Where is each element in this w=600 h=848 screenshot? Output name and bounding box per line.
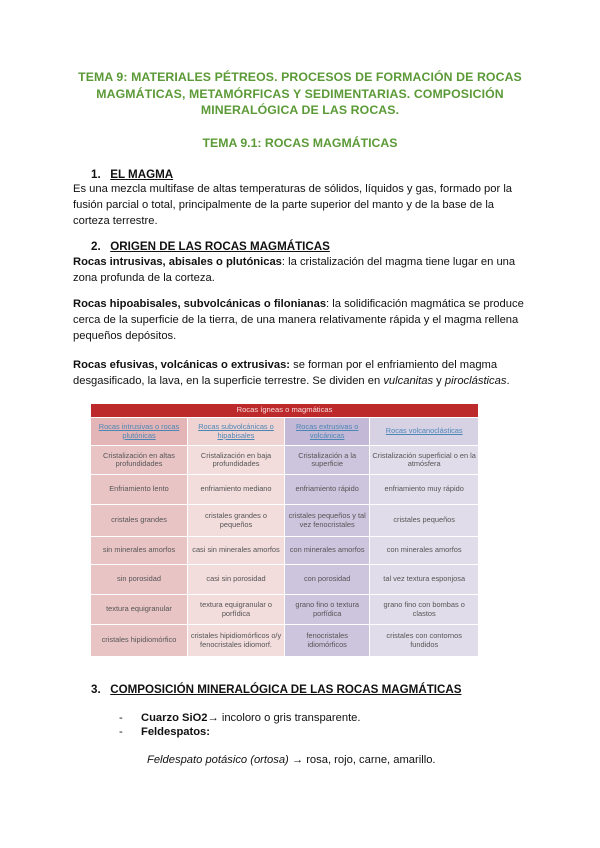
table-cell: enfriamiento muy rápido (370, 475, 479, 505)
section-1-line-2: fusión parcial o total, principalmente de la parte superior del manto y de la base de la (73, 199, 495, 211)
header-volcanoclastic: Rocas volcanoclásticas (370, 418, 479, 446)
feldspar-term: Feldespatos: (141, 726, 211, 738)
table-cell: textura equigranular (91, 595, 188, 625)
table-cell: casi sin porosidad (188, 565, 285, 595)
table-cell: con minerales amorfos (285, 537, 370, 565)
orthoclase-colors: → rosa, rojo, carne, amarillo. (288, 754, 436, 766)
quartz-term: Cuarzo SiO2 (141, 712, 208, 724)
section-1-paragraph (73, 181, 529, 229)
intrusive-text: : la cristalización del magma tiene lugar en una (281, 256, 516, 268)
header-subvolcanic: Rocas subvolcánicas o hipabisales (188, 418, 285, 446)
table-cell: Enfriamiento lento (91, 475, 188, 505)
section-1-heading (91, 168, 173, 181)
table-row (91, 565, 479, 595)
section-1-title: EL MAGMA (110, 168, 174, 181)
extrusive-period: . (506, 375, 510, 387)
extrusive-line-2: desgasificado, la lava, en la superficie terrestre. Se dividen en (73, 375, 384, 387)
table-cell: grano fino con bombas o clastos (370, 595, 479, 625)
section-2-heading (91, 240, 330, 253)
table-cell: enfriamiento mediano (188, 475, 285, 505)
extrusive-term: Rocas efusivas, volcánicas o extrusivas: (73, 359, 291, 371)
document-title (60, 69, 540, 119)
title-line-3: MINERALÓGICA DE LAS ROCAS. (200, 103, 400, 117)
table-cell: cristales pequeños y tal vez fenocristales (285, 505, 370, 537)
extrusive-conjunction: y (433, 375, 445, 387)
table-row (91, 505, 479, 537)
table-cell: cristales grandes o pequeños (188, 505, 285, 537)
table-row (91, 625, 479, 657)
table-cell: cristales con contornos fundidos (370, 625, 479, 657)
hypabyssal-term: Rocas hipoabisales, subvolcánicas o filonianas (73, 298, 327, 310)
feldspar-example (147, 754, 436, 766)
vulcanitas-term: vulcanitas (383, 375, 434, 387)
hypabyssal-line-3: pequeños depósitos. (73, 330, 177, 342)
section-1-number: 1. (91, 168, 101, 181)
intrusive-paragraph (73, 254, 529, 286)
table-cell: Cristalización en baja profundidades (188, 446, 285, 475)
table-cell: textura equigranular o porfídica (188, 595, 285, 625)
list-dash: - (119, 712, 123, 724)
title-line-1: TEMA 9: MATERIALES PÉTREOS. PROCESOS DE FORMACIÓN DE ROCAS (78, 70, 522, 84)
table-cell: casi sin minerales amorfos (188, 537, 285, 565)
table-row (91, 595, 479, 625)
table-cell: enfriamiento rápido (285, 475, 370, 505)
list-item (119, 712, 361, 724)
table-cell: grano fino o textura porfídica (285, 595, 370, 625)
table-cell: Cristalización superficial o en la atmósfera (370, 446, 479, 475)
list-dash: - (119, 726, 123, 738)
section-3-heading (91, 683, 461, 696)
table-cell: cristales pequeños (370, 505, 479, 537)
quartz-description: → incoloro o gris transparente. (207, 712, 361, 724)
table-cell: Cristalización en altas profundidades (91, 446, 188, 475)
table-cell: cristales hipidiomórficos o/y fenocristales idiomorf. (188, 625, 285, 657)
hypabyssal-paragraph (73, 296, 529, 344)
table-cell: con porosidad (285, 565, 370, 595)
table-cell: cristales hipidiomórfico (91, 625, 188, 657)
header-extrusive: Rocas extrusivas o volcánicas (285, 418, 370, 446)
table-row (91, 446, 479, 475)
intrusive-line-2: zona profunda de la corteza. (73, 272, 215, 284)
section-1-line-1: Es una mezcla multifase de altas temperaturas de sólidos, líquidos y gas, formado por la (73, 183, 513, 195)
table-row (91, 537, 479, 565)
table-cell: sin minerales amorfos (91, 537, 188, 565)
table-cell: fenocristales idiomórficos (285, 625, 370, 657)
table-header-row (91, 418, 479, 446)
table-caption: Rocas ígneas o magmáticas (91, 404, 479, 418)
orthoclase-term: Feldespato potásico (ortosa) (147, 754, 289, 766)
table-cell: cristales grandes (91, 505, 188, 537)
hypabyssal-line-2: cerca de la superficie de la tierra, de una manera relativamente rápida y el magma rellena (73, 314, 519, 326)
section-3-title: COMPOSICIÓN MINERALÓGICA DE LAS ROCAS MAGMÁTICAS (110, 683, 462, 696)
subtitle: TEMA 9.1: ROCAS MAGMÁTICAS (202, 136, 398, 150)
section-2-title: ORIGEN DE LAS ROCAS MAGMÁTICAS (110, 240, 330, 253)
hypabyssal-text: : la solidificación magmática se produce (326, 298, 524, 310)
table-row (91, 475, 479, 505)
table-cell: sin porosidad (91, 565, 188, 595)
extrusive-text: se forman por el enfriamiento del magma (290, 359, 498, 371)
section-2-number: 2. (91, 240, 101, 253)
section-1-line-3: corteza terrestre. (73, 215, 158, 227)
extrusive-paragraph (73, 357, 529, 389)
section-3-number: 3. (91, 683, 101, 696)
list-item (119, 726, 210, 738)
table-cell: Cristalización a la superficie (285, 446, 370, 475)
header-intrusive: Rocas intrusivas o rocas plutónicas (91, 418, 188, 446)
piroclasticas-term: piroclásticas (444, 375, 507, 387)
table-cell: con minerales amorfos (370, 537, 479, 565)
table-cell: tal vez textura esponjosa (370, 565, 479, 595)
igneous-rocks-table (90, 403, 479, 657)
intrusive-term: Rocas intrusivas, abisales o plutónicas (73, 256, 282, 268)
title-line-2: MAGMÁTICAS, METAMÓRFICAS Y SEDIMENTARIAS. COMPOSICIÓN (96, 86, 504, 101)
